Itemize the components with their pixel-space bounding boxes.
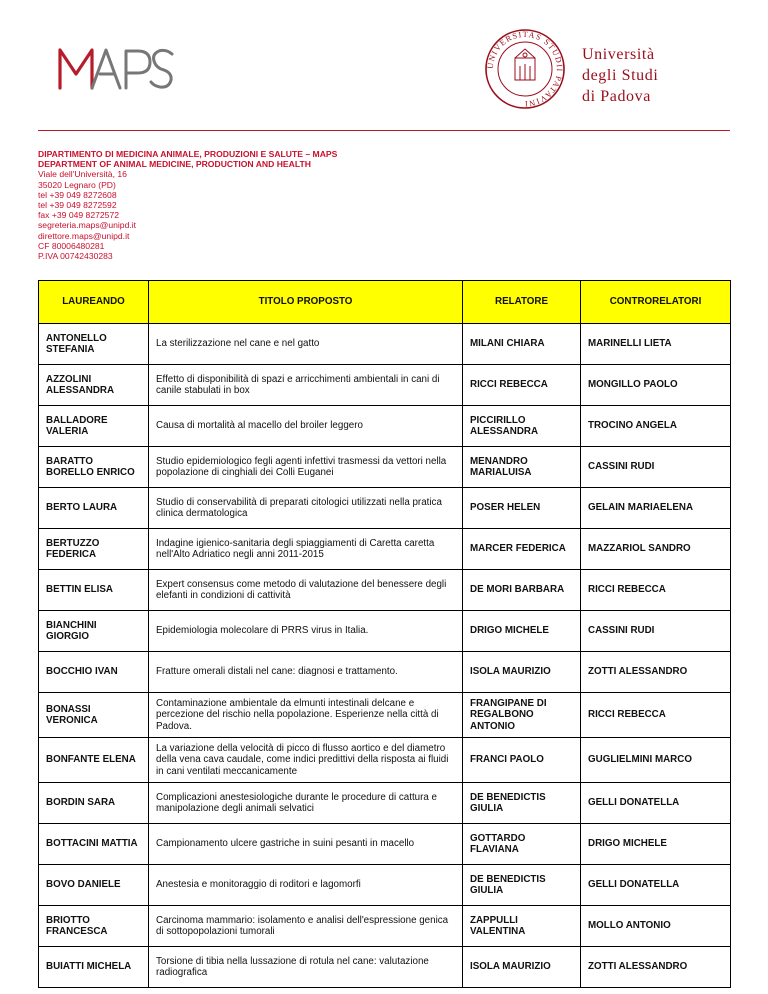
student-name: BALLADORE VALERIA: [39, 406, 149, 447]
controrelatore-name: GELLI DONATELLA: [581, 783, 731, 824]
thesis-title: Campionamento ulcere gastriche in suini pesanti in macello: [149, 824, 463, 865]
relatore-name: RICCI REBECCA: [463, 365, 581, 406]
student-name: BONFANTE ELENA: [39, 738, 149, 783]
header-laureando: LAUREANDO: [39, 281, 149, 324]
department-email-2[interactable]: direttore.maps@unipd.it: [38, 230, 130, 241]
thesis-title: Anestesia e monitoraggio di roditori e lagomorfi: [149, 865, 463, 906]
controrelatore-name: ZOTTI ALESSANDRO: [581, 652, 731, 693]
department-city: 35020 Legnaro (PD): [38, 179, 116, 190]
student-name: BRIOTTO FRANCESCA: [39, 906, 149, 947]
controrelatore-name: GUGLIELMINI MARCO: [581, 738, 731, 783]
student-name: BONASSI VERONICA: [39, 693, 149, 738]
relatore-name: MILANI CHIARA: [463, 324, 581, 365]
table-row: [39, 529, 731, 570]
controrelatore-name: MARINELLI LIETA: [581, 324, 731, 365]
table-row: [39, 406, 731, 447]
student-name: BIANCHINI GIORGIO: [39, 611, 149, 652]
table-header-row: [39, 281, 731, 324]
controrelatore-name: TROCINO ANGELA: [581, 406, 731, 447]
table-row: [39, 652, 731, 693]
student-name: BOVO DANIELE: [39, 865, 149, 906]
table-row: [39, 783, 731, 824]
thesis-title: Epidemiologia molecolare di PRRS virus in Italia.: [149, 611, 463, 652]
thesis-title: Fratture omerali distali nel cane: diagnosi e trattamento.: [149, 652, 463, 693]
controrelatore-name: MAZZARIOL SANDRO: [581, 529, 731, 570]
department-tel-1: tel +39 049 8272608: [38, 189, 117, 200]
relatore-name: ZAPPULLI VALENTINA: [463, 906, 581, 947]
relatore-name: DE MORI BARBARA: [463, 570, 581, 611]
student-name: BERTO LAURA: [39, 488, 149, 529]
department-email-1[interactable]: segreteria.maps@unipd.it: [38, 220, 137, 231]
table-row: [39, 447, 731, 488]
department-name-en: DEPARTMENT OF ANIMAL MEDICINE, PRODUCTION AND HEALTH: [38, 159, 311, 170]
controrelatore-name: MOLLO ANTONIO: [581, 906, 731, 947]
controrelatore-name: MONGILLO PAOLO: [581, 365, 731, 406]
relatore-name: DE BENEDICTIS GIULIA: [463, 865, 581, 906]
relatore-name: DRIGO MICHELE: [463, 611, 581, 652]
department-name-it: DIPARTIMENTO DI MEDICINA ANIMALE, PRODUZIONI E SALUTE – MAPS: [38, 149, 338, 159]
relatore-name: ISOLA MAURIZIO: [463, 947, 581, 988]
thesis-title: Effetto di disponibilità di spazi e arricchimenti ambientali in cani di canile stabulati in box: [149, 365, 463, 406]
table-row: [39, 947, 731, 988]
university-name: [582, 44, 658, 107]
relatore-name: POSER HELEN: [463, 488, 581, 529]
thesis-title: Carcinoma mammario: isolamento e analisi dell'espressione genica di sottopopolazioni tumorali: [149, 906, 463, 947]
student-name: AZZOLINI ALESSANDRA: [39, 365, 149, 406]
relatore-name: DE BENEDICTIS GIULIA: [463, 783, 581, 824]
relatore-name: ISOLA MAURIZIO: [463, 652, 581, 693]
student-name: BORDIN SARA: [39, 783, 149, 824]
student-name: BUIATTI MICHELA: [39, 947, 149, 988]
header-controrelatori: CONTRORELATORI: [581, 281, 731, 324]
relatore-name: FRANCI PAOLO: [463, 738, 581, 783]
table-row: [39, 906, 731, 947]
table-row: [39, 738, 731, 783]
thesis-title: Indagine igienico-sanitaria degli spiaggiamenti di Caretta caretta nell'Alto Adriatico negli anni 2011-2015: [149, 529, 463, 570]
department-fax: fax +39 049 8272572: [38, 210, 119, 221]
student-name: BETTIN ELISA: [39, 570, 149, 611]
student-name: BERTUZZO FEDERICA: [39, 529, 149, 570]
relatore-name: FRANGIPANE DI REGALBONO ANTONIO: [463, 693, 581, 738]
table-row: [39, 611, 731, 652]
university-line-1: Università: [582, 46, 655, 63]
table-row: [39, 824, 731, 865]
department-info: [38, 149, 337, 261]
department-cf: CF 80006480281: [38, 240, 105, 251]
controrelatore-name: ZOTTI ALESSANDRO: [581, 947, 731, 988]
relatore-name: GOTTARDO FLAVIANA: [463, 824, 581, 865]
header-divider: [38, 130, 730, 131]
relatore-name: PICCIRILLO ALESSANDRA: [463, 406, 581, 447]
table-row: [39, 324, 731, 365]
controrelatore-name: CASSINI RUDI: [581, 447, 731, 488]
student-name: ANTONELLO STEFANIA: [39, 324, 149, 365]
controrelatore-name: GELAIN MARIAELENA: [581, 488, 731, 529]
thesis-title: Studio epidemiologico fegli agenti infettivi trasmessi da vettori nella popolazione di cinghiali dei Colli Euganei: [149, 447, 463, 488]
header-relatore: RELATORE: [463, 281, 581, 324]
controrelatore-name: GELLI DONATELLA: [581, 865, 731, 906]
student-name: BOTTACINI MATTIA: [39, 824, 149, 865]
department-piva: P.IVA 00742430283: [38, 251, 113, 262]
svg-text:UNIVERSITAS STUDII PATAVINI: UNIVERSITAS STUDII PATAVINI: [485, 29, 565, 109]
thesis-title: Expert consensus come metodo di valutazione del benessere degli elefanti in condizioni di cattività: [149, 570, 463, 611]
university-line-2: degli Studi: [582, 67, 659, 84]
thesis-title: Studio di conservabilità di preparati citologici utilizzati nella pratica clinica dermatologica: [149, 488, 463, 529]
university-line-3: di Padova: [582, 88, 651, 105]
table-row: [39, 365, 731, 406]
university-seal-icon: [484, 28, 566, 110]
table-row: [39, 865, 731, 906]
thesis-title: Torsione di tibia nella lussazione di rotula nel cane: valutazione radiografica: [149, 947, 463, 988]
thesis-title: La variazione della velocità di picco di flusso aortico e del diametro della vena cava caudale, come indici predittivi della risposta ai fluidi in cani ventilati meccanicamente: [149, 738, 463, 783]
table-row: [39, 488, 731, 529]
thesis-title: Contaminazione ambientale da elmunti intestinali delcane e percezione del rischio nella popolazione. Esperienze nella città di Padova.: [149, 693, 463, 738]
header-titolo: TITOLO PROPOSTO: [149, 281, 463, 324]
thesis-title: Causa di mortalità al macello del broiler leggero: [149, 406, 463, 447]
table-row: [39, 693, 731, 738]
controrelatore-name: RICCI REBECCA: [581, 570, 731, 611]
student-name: BOCCHIO IVAN: [39, 652, 149, 693]
student-name: BARATTO BORELLO ENRICO: [39, 447, 149, 488]
thesis-title: La sterilizzazione nel cane e nel gatto: [149, 324, 463, 365]
table-row: [39, 570, 731, 611]
department-address: Viale dell'Università, 16: [38, 169, 127, 180]
thesis-title: Complicazioni anestesiologiche durante le procedure di cattura e manipolazione degli animali selvatici: [149, 783, 463, 824]
controrelatore-name: RICCI REBECCA: [581, 693, 731, 738]
controrelatore-name: DRIGO MICHELE: [581, 824, 731, 865]
relatore-name: MARCER FEDERICA: [463, 529, 581, 570]
relatore-name: MENANDRO MARIALUISA: [463, 447, 581, 488]
controrelatore-name: CASSINI RUDI: [581, 611, 731, 652]
maps-logo: [56, 44, 176, 92]
thesis-table: [38, 280, 731, 988]
department-tel-2: tel +39 049 8272592: [38, 200, 117, 211]
